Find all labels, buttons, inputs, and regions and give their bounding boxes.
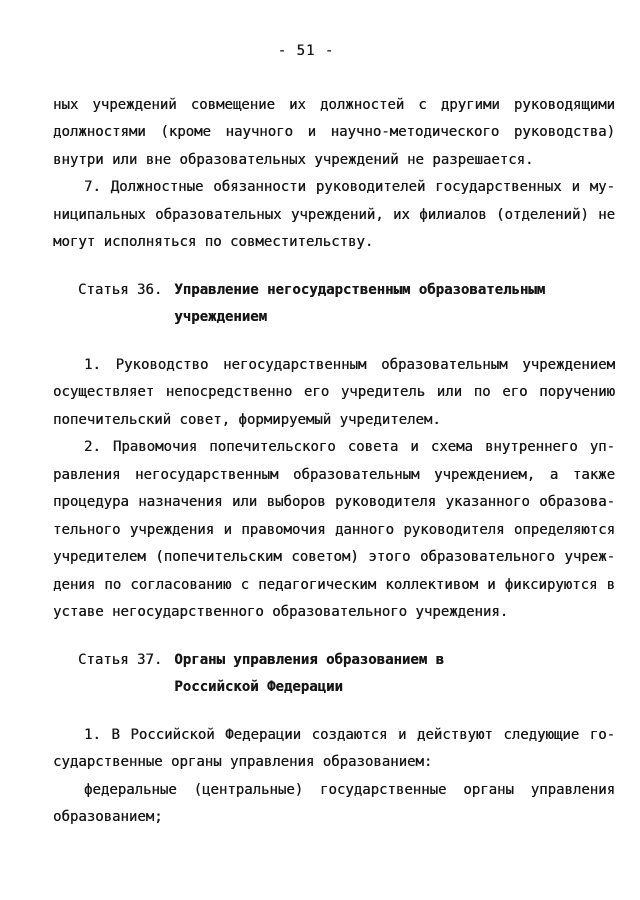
article-36-title (174, 277, 545, 332)
text-line: Органы управления образованием в (174, 651, 445, 668)
article-37-heading (78, 647, 615, 702)
text-line: процедура назначения или выборов руководителя указанного образова- (53, 494, 615, 510)
text-line: дения по согласованию с педагогическим коллективом и фиксируются в (53, 576, 615, 593)
paragraph-36-2 (53, 434, 615, 627)
text-line: 7. Должностные обязанности руководителей государственных и му- (84, 179, 615, 195)
page-number: - 51 - (277, 43, 335, 59)
text-line: Управление негосударственным образовательным (174, 281, 546, 298)
text-line: Российской Федерации (174, 679, 343, 695)
article-36-number: Статья 36. (78, 281, 163, 298)
paragraph-37-1 (53, 722, 615, 777)
text-line: федеральные (центральные) государственные органы управления (84, 781, 615, 798)
text-line: 1. В Российской Федерации создаются и действуют следующие го- (84, 726, 615, 743)
text-line: равления негосударственным образовательным учреждением, а также (53, 466, 615, 483)
text-line: сударственные органы управления образованием: (53, 754, 433, 770)
text-line: должностями (кроме научного и научно-методического руководства) (53, 124, 615, 140)
text-line: могут исполняться по совместительству. (53, 234, 374, 250)
document-text-block (53, 92, 615, 832)
paragraph-36-1 (53, 352, 615, 435)
text-line: внутри или вне образовательных учреждений не разрешается. (53, 151, 534, 168)
text-line: попечительский совет, формируемый учредителем. (53, 411, 441, 428)
text-line: ниципальных образовательных учреждений, их филиалов (отделений) не (53, 206, 615, 223)
text-line: осуществляет непосредственно его учредитель или по его поручению (53, 384, 615, 400)
article-36-heading (78, 277, 615, 332)
article-37-number: Статья 37. (78, 651, 163, 668)
text-line: тельного учреждения и правомочия данного руководителя определяются (53, 521, 615, 538)
text-line: учредителем (попечительским советом) этого образовательного учреж- (53, 549, 615, 565)
text-line: уставе негосударственного образовательного учреждения. (53, 604, 509, 620)
text-line: 2. Правомочия попечительского совета и схема внутреннего уп- (84, 439, 615, 455)
article-37-title (174, 647, 444, 702)
text-line: ных учреждений совмещение их должностей с другими руководящими (53, 96, 615, 113)
paragraph-continuation (53, 92, 615, 175)
paragraph-7 (53, 174, 615, 257)
paragraph-37-2 (53, 777, 615, 832)
text-line: образованием; (53, 809, 163, 825)
text-line: 1. Руководство негосударственным образовательным учреждением (84, 356, 615, 373)
text-line: учреждением (174, 309, 268, 325)
